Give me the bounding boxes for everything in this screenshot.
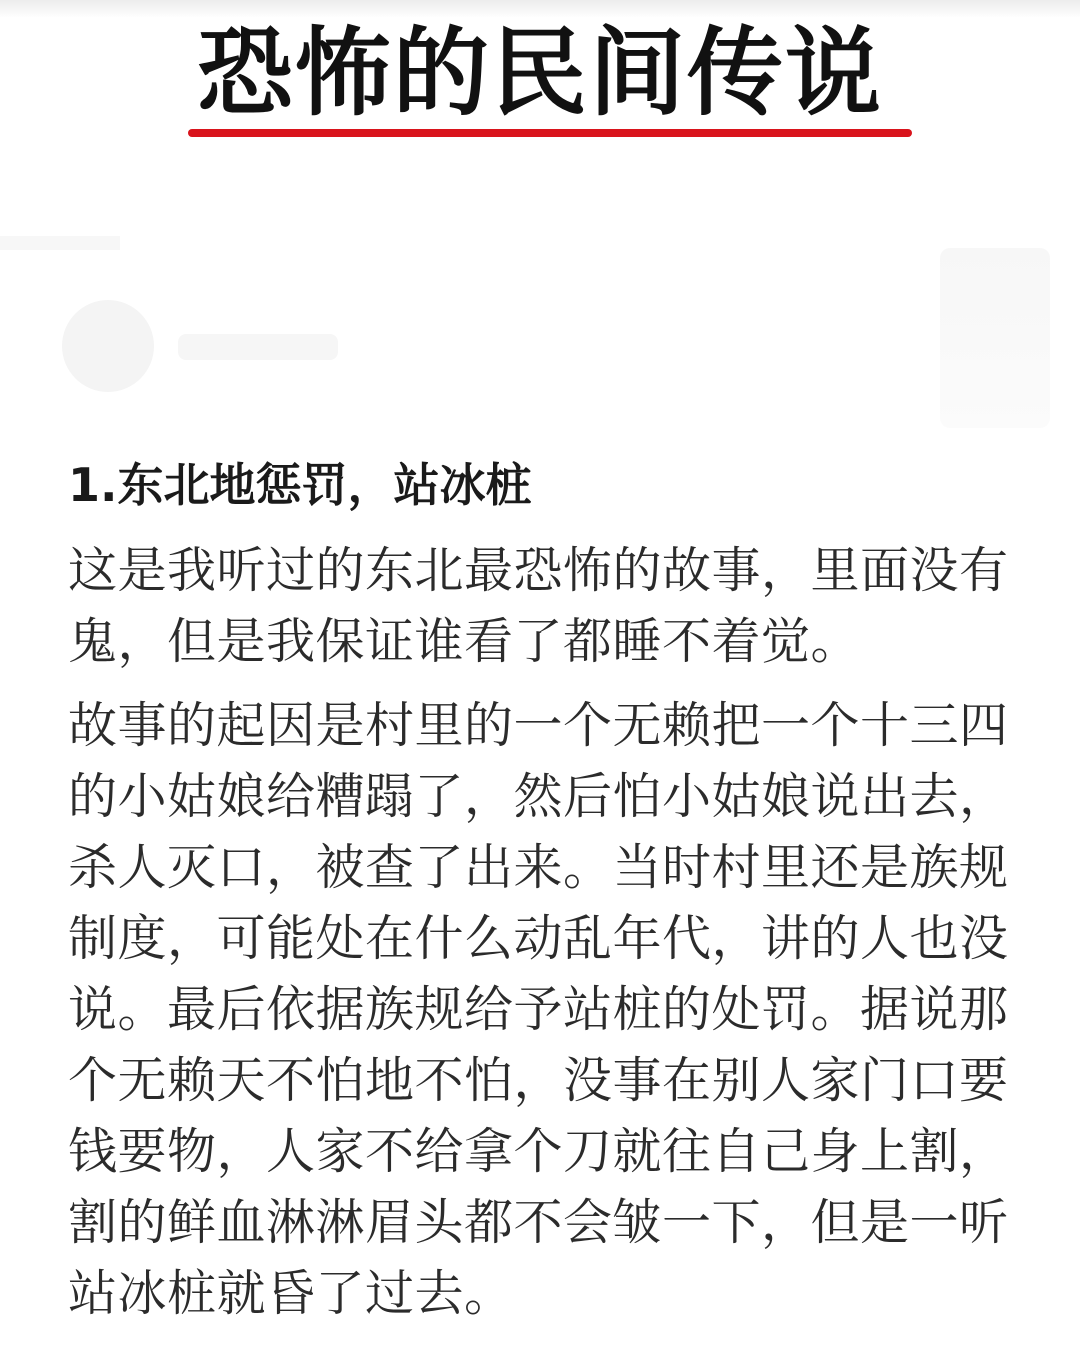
faded-thumbnail	[940, 248, 1050, 428]
title-underline	[188, 129, 912, 137]
avatar	[62, 300, 154, 392]
faded-username	[178, 334, 338, 360]
faded-post-header	[0, 228, 1080, 428]
story-paragraph-main: 故事的起因是村里的一个无赖把一个十三四的小姑娘给糟蹋了，然后怕小姑娘说出去，杀人灭口，被查了出来。当时村里还是族规制度，可能处在什么动乱年代，讲的人也没说。最后依据族规给予站桩的处罚。据说那个无赖天不怕地不怕，没事在别人家门口要钱要物，人家不给拿个刀就往自己身上割，割的鲜血淋淋眉头都不会皱一下，但是一听站冰桩就昏了过去。	[68, 697, 1009, 1322]
top-shadow-band	[0, 0, 1080, 18]
story-paragraph-intro: 这是我听过的东北最恐怖的故事，里面没有鬼，但是我保证谁看了都睡不着觉。	[68, 542, 1009, 670]
faded-divider	[0, 236, 120, 250]
section-heading: 1.东北地惩罚，站冰桩	[68, 458, 532, 512]
page-title: 恐怖的民间传说	[197, 17, 883, 129]
